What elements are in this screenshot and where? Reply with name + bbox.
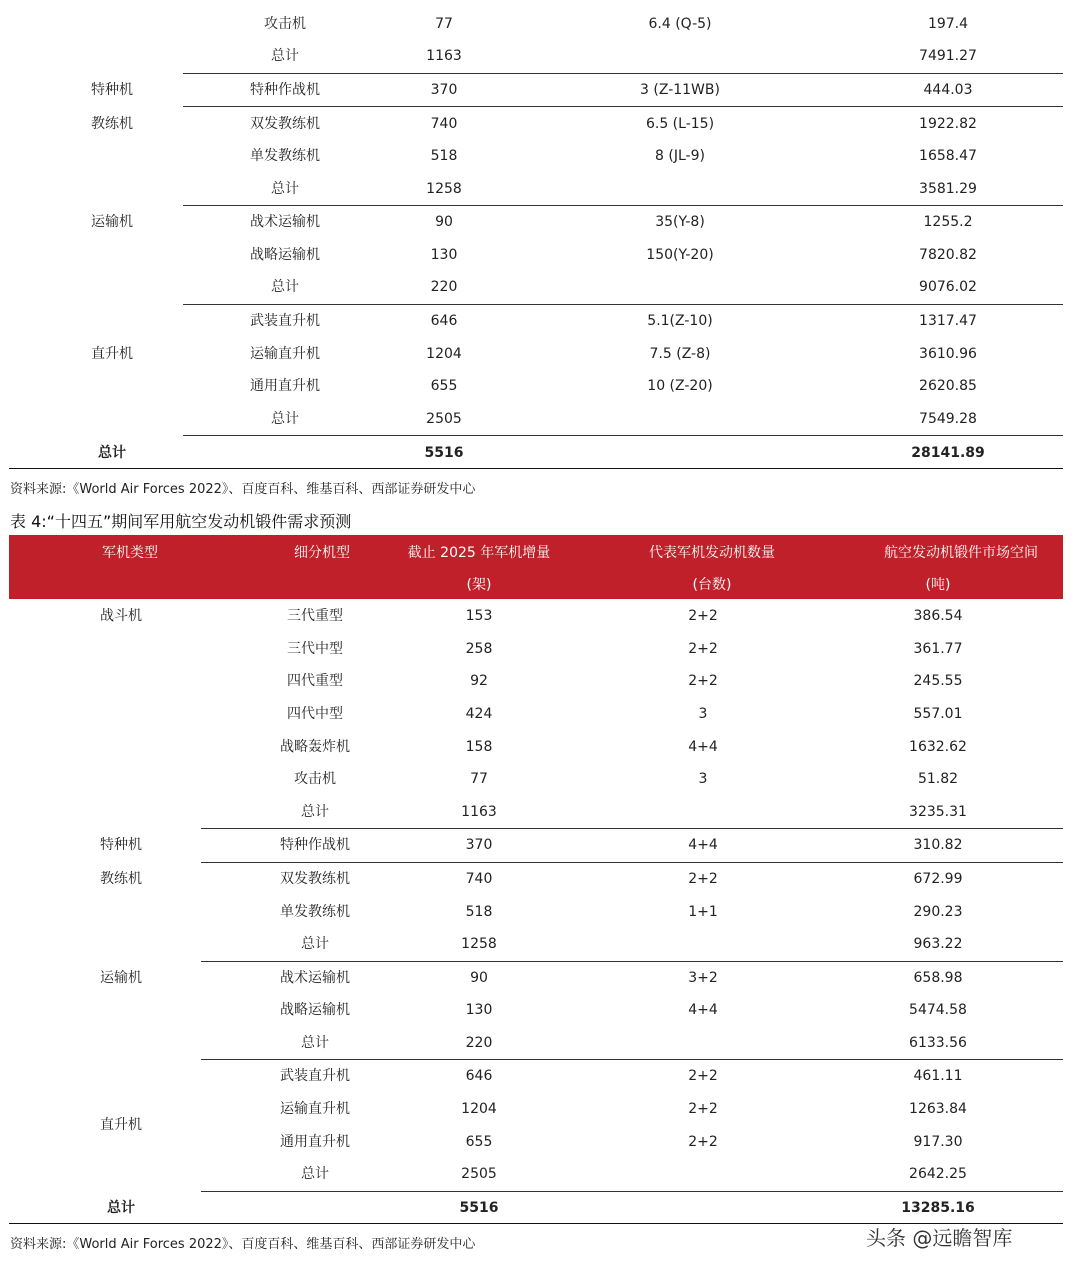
table3-count: 1163	[426, 48, 462, 64]
table4-sub: 三代重型	[287, 608, 343, 624]
table4-value: 963.22	[913, 936, 963, 952]
table4-engines: 2+2	[688, 1068, 718, 1084]
row-divider	[183, 73, 1063, 74]
table3-sub: 攻击机	[264, 16, 306, 32]
table4-count: 740	[465, 871, 493, 887]
table3-engine: 6.4 (Q-5)	[648, 16, 712, 32]
table4-category: 特种机	[100, 837, 142, 853]
table4-engines: 2+2	[688, 641, 718, 657]
table4-value: 290.23	[913, 904, 963, 920]
table4-engines: 1+1	[688, 904, 718, 920]
table4-engines: 2+2	[688, 673, 718, 689]
header-underline	[9, 599, 1063, 600]
table4-sub: 双发教练机	[280, 871, 350, 887]
table3-engine: 5.1(Z-10)	[647, 313, 713, 329]
header-engines-line2: (台数)	[692, 577, 732, 593]
table4-value: 1632.62	[909, 739, 967, 755]
table4-caption: 表 4:“十四五”期间军用航空发动机锻件需求预测	[10, 512, 352, 531]
table3-sub: 通用直升机	[250, 378, 320, 394]
table4-value: 672.99	[913, 871, 963, 887]
table3-count: 130	[430, 247, 458, 263]
table3-value: 197.4	[927, 16, 969, 32]
table4-count: 92	[470, 673, 488, 689]
header-increment-line1: 截止 2025 年军机增量	[407, 545, 551, 561]
table3-engine: 8 (JL-9)	[655, 148, 705, 164]
table3-value: 7549.28	[919, 411, 977, 427]
row-divider	[183, 304, 1063, 305]
table3-count: 1204	[426, 346, 462, 362]
header-military-type: 军机类型	[102, 545, 158, 561]
header-increment-line2: (架)	[466, 577, 492, 593]
table4-value: 1263.84	[909, 1101, 967, 1117]
table4-sub: 三代中型	[287, 641, 343, 657]
row-divider	[183, 106, 1063, 107]
table3-value: 444.03	[923, 82, 973, 98]
table4-value: 917.30	[913, 1134, 963, 1150]
row-divider	[183, 435, 1063, 436]
table3-value: 7820.82	[919, 247, 977, 263]
table4-count: 1204	[461, 1101, 497, 1117]
table4-engines: 4+4	[688, 739, 718, 755]
table4-category: 战斗机	[100, 608, 142, 624]
row-divider	[201, 961, 1063, 962]
table4-value: 245.55	[913, 673, 963, 689]
table3-category: 运输机	[91, 214, 133, 230]
table3-value: 3581.29	[919, 181, 977, 197]
table4-sub: 总计	[301, 936, 329, 952]
table4-value: 310.82	[913, 837, 963, 853]
table4-count: 130	[465, 1002, 493, 1018]
table4-value: 51.82	[917, 771, 959, 787]
table4-total-label: 总计	[107, 1200, 135, 1216]
table4-sub: 战术运输机	[280, 970, 350, 986]
row-divider	[201, 1191, 1063, 1192]
row-divider	[201, 1059, 1063, 1060]
table4-sub: 特种作战机	[280, 837, 350, 853]
table3-value: 1255.2	[923, 214, 973, 230]
table4-category: 直升机	[100, 1117, 142, 1133]
header-market-line1: 航空发动机锻件市场空间	[884, 545, 1038, 561]
table4-sub: 四代中型	[287, 706, 343, 722]
table4-value: 3235.31	[909, 804, 967, 820]
table3-sub: 战略运输机	[250, 247, 320, 263]
table4-count: 655	[465, 1134, 493, 1150]
table4-count: 646	[465, 1068, 493, 1084]
table4-value: 361.77	[913, 641, 963, 657]
table3-count: 77	[435, 16, 453, 32]
table4-count: 1163	[461, 804, 497, 820]
table4-engines: 2+2	[688, 871, 718, 887]
table4-count: 370	[465, 837, 493, 853]
table4-count: 158	[465, 739, 493, 755]
table4-sub: 总计	[301, 1166, 329, 1182]
table4-value: 6133.56	[909, 1035, 967, 1051]
table3-total-label: 总计	[98, 445, 126, 461]
table4-sub: 战略运输机	[280, 1002, 350, 1018]
table3-count: 90	[435, 214, 453, 230]
header-market-line2: (吨)	[925, 577, 951, 593]
header-engines-line1: 代表军机发动机数量	[649, 545, 775, 561]
table-bottom-rule	[9, 468, 1063, 469]
table4-sub: 单发教练机	[280, 904, 350, 920]
table4-category: 运输机	[100, 970, 142, 986]
table3-source: 资料来源:《World Air Forces 2022》、百度百科、维基百科、西部证券研发中心	[10, 482, 476, 497]
table3-category: 教练机	[91, 116, 133, 132]
table4-value: 386.54	[913, 608, 963, 624]
table3-total-count: 5516	[424, 445, 464, 461]
table4-total-value: 13285.16	[901, 1200, 975, 1216]
table3-count: 646	[430, 313, 458, 329]
watermark: 头条 @远瞻智库	[866, 1226, 1013, 1250]
table3-value: 3610.96	[919, 346, 977, 362]
table4-sub: 四代重型	[287, 673, 343, 689]
table3-count: 740	[430, 116, 458, 132]
table4-sub: 通用直升机	[280, 1134, 350, 1150]
table4-sub: 战略轰炸机	[280, 739, 350, 755]
table4-source: 资料来源:《World Air Forces 2022》、百度百科、维基百科、西部证券研发中心	[10, 1237, 476, 1252]
table4-engines: 2+2	[688, 1101, 718, 1117]
row-divider	[183, 205, 1063, 206]
table3-engine: 10 (Z-20)	[647, 378, 713, 394]
row-divider	[201, 828, 1063, 829]
table4-sub: 武装直升机	[280, 1068, 350, 1084]
table3-count: 370	[430, 82, 458, 98]
table3-engine: 7.5 (Z-8)	[649, 346, 711, 362]
table4-sub: 总计	[301, 804, 329, 820]
table3-count: 2505	[426, 411, 462, 427]
table4-count: 258	[465, 641, 493, 657]
table3-sub: 双发教练机	[250, 116, 320, 132]
header-sub-model: 细分机型	[294, 545, 350, 561]
table3-count: 655	[430, 378, 458, 394]
table4-sub: 总计	[301, 1035, 329, 1051]
table4-engines: 3	[698, 706, 708, 722]
table4-engines: 2+2	[688, 1134, 718, 1150]
table4-count: 2505	[461, 1166, 497, 1182]
table4-count: 1258	[461, 936, 497, 952]
table3-engine: 150(Y-20)	[646, 247, 714, 263]
table3-sub: 武装直升机	[250, 313, 320, 329]
table3-value: 9076.02	[919, 279, 977, 295]
table3-category: 直升机	[91, 346, 133, 362]
table3-value: 2620.85	[919, 378, 977, 394]
table4-value: 2642.25	[909, 1166, 967, 1182]
table3-value: 7491.27	[919, 48, 977, 64]
table3-engine: 6.5 (L-15)	[645, 116, 715, 132]
table3-value: 1922.82	[919, 116, 977, 132]
table4-count: 90	[470, 970, 488, 986]
table3-count: 220	[430, 279, 458, 295]
table4-engines: 3+2	[688, 970, 718, 986]
table3-sub: 运输直升机	[250, 346, 320, 362]
table4-category: 教练机	[100, 871, 142, 887]
table3-sub: 总计	[271, 48, 299, 64]
table4-value: 658.98	[913, 970, 963, 986]
table4-value: 557.01	[913, 706, 963, 722]
table4-count: 424	[465, 706, 493, 722]
table3-total-value: 28141.89	[911, 445, 985, 461]
table4-sub: 运输直升机	[280, 1101, 350, 1117]
table4-engines: 4+4	[688, 1002, 718, 1018]
table3-value: 1317.47	[919, 313, 977, 329]
table3-sub: 总计	[271, 181, 299, 197]
table3-category: 特种机	[91, 82, 133, 98]
row-divider	[201, 862, 1063, 863]
table4-count: 518	[465, 904, 493, 920]
table3-count: 1258	[426, 181, 462, 197]
table4-value: 5474.58	[909, 1002, 967, 1018]
table3-engine: 3 (Z-11WB)	[640, 82, 720, 98]
table3-sub: 单发教练机	[250, 148, 320, 164]
table3-sub: 总计	[271, 279, 299, 295]
table3-sub: 特种作战机	[250, 82, 320, 98]
table4-total-count: 5516	[459, 1200, 499, 1216]
table4-count: 77	[470, 771, 488, 787]
table4-engines: 3	[698, 771, 708, 787]
table4-engines: 4+4	[688, 837, 718, 853]
table4-engines: 2+2	[688, 608, 718, 624]
table3-sub: 总计	[271, 411, 299, 427]
table3-count: 518	[430, 148, 458, 164]
table4-count: 220	[465, 1035, 493, 1051]
table4-count: 153	[465, 608, 493, 624]
table3-sub: 战术运输机	[250, 214, 320, 230]
table4-sub: 攻击机	[294, 771, 336, 787]
table4-value: 461.11	[913, 1068, 963, 1084]
table3-engine: 35(Y-8)	[655, 214, 705, 230]
table3-value: 1658.47	[919, 148, 977, 164]
